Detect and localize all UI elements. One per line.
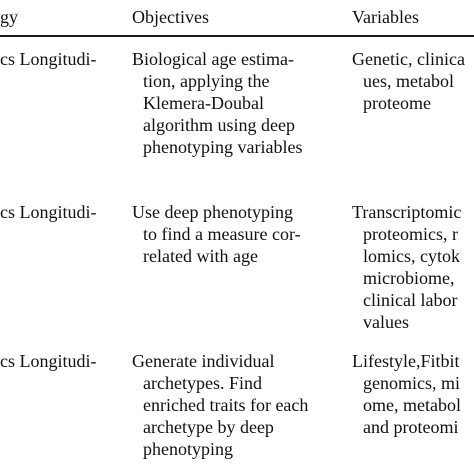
- variables-line: clinical labor: [363, 290, 458, 310]
- objectives-line: related with age: [143, 246, 258, 266]
- table-row-3-method: cs Longitudi-: [0, 351, 97, 371]
- variables-line: lomics, cytok: [363, 246, 460, 266]
- variables-line: and proteomi: [363, 417, 459, 437]
- table-row-1-objectives: [132, 48, 302, 158]
- objectives-line: Generate individual: [132, 351, 275, 371]
- objectives-line: archetypes. Find: [143, 373, 262, 393]
- variables-line: Genetic, clinica: [352, 49, 465, 69]
- objectives-line: phenotyping: [143, 439, 233, 459]
- table-row-2-objectives: [132, 201, 301, 267]
- objectives-line: tion, applying the: [143, 71, 270, 91]
- objectives-line: enriched traits for each: [143, 395, 309, 415]
- column-header-objectives: Objectives: [132, 7, 209, 27]
- objectives-line: Use deep phenotyping: [132, 202, 293, 222]
- table-row-3-variables: [352, 350, 461, 438]
- table-row-3-objectives: [132, 350, 308, 460]
- table-row-1-method: cs Longitudi-: [0, 49, 97, 69]
- variables-line: microbiome,: [363, 268, 455, 288]
- variables-line: ues, metabol: [363, 71, 454, 91]
- objectives-line: Biological age estima-: [132, 49, 294, 69]
- variables-line: genomics, mi: [363, 373, 460, 393]
- objectives-line: to find a measure cor-: [143, 224, 301, 244]
- variables-line: values: [363, 312, 409, 332]
- objectives-line: archetype by deep: [143, 417, 274, 437]
- table-row-2-variables: [352, 201, 461, 333]
- variables-line: ome, metabol: [363, 395, 461, 415]
- column-header-variables: Variables: [352, 7, 419, 27]
- objectives-line: Klemera-Doubal: [143, 93, 264, 113]
- objectives-line: algorithm using deep: [143, 115, 295, 135]
- objectives-line: phenotyping variables: [143, 137, 303, 157]
- variables-line: Transcriptomic: [352, 202, 462, 222]
- table-row-1-variables: [352, 48, 465, 114]
- table-row-2-method: cs Longitudi-: [0, 202, 97, 222]
- variables-line: proteome: [363, 93, 431, 113]
- column-header-methodology: gy: [0, 7, 18, 27]
- variables-line: proteomics, r: [363, 224, 458, 244]
- header-divider: [0, 35, 474, 37]
- variables-line: Lifestyle,Fitbit: [352, 351, 460, 371]
